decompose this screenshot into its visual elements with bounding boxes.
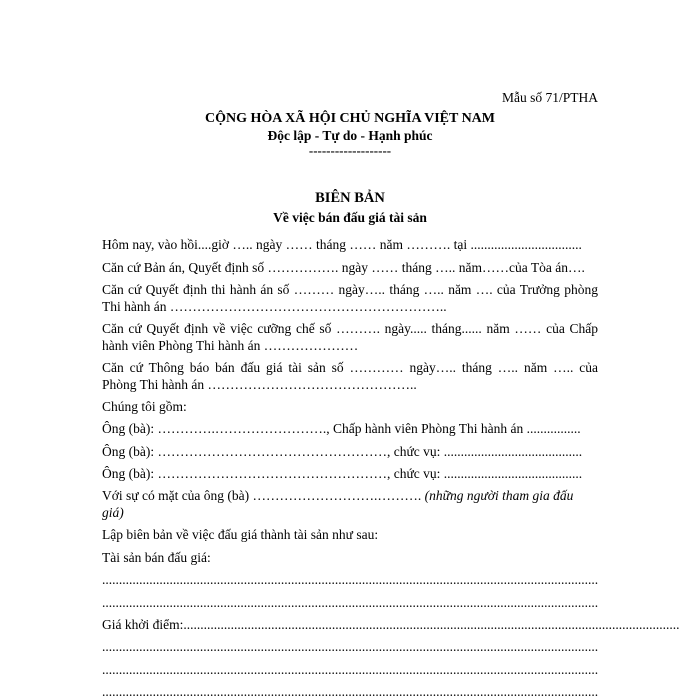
meeting-time-line: Hôm nay, vào hồi....giờ ….. ngày …… tháng …… năm ………. tại .................................: [102, 237, 582, 252]
presence-line-1: [102, 487, 598, 504]
enforcement-decision-line-2: Thi hành án ……………………………………………………..: [102, 299, 447, 314]
verdict-basis-line: Căn cứ Bản án, Quyết định số ……………. ngày …… tháng ….. năm……của Tòa án….: [102, 260, 585, 275]
attendee-line-1: Ông (bà): ………….……………………., Chấp hành viên Phòng Thi hành án ................: [102, 421, 581, 436]
presence-note: (những người tham gia đấu: [424, 488, 574, 503]
coercion-decision-line-1: Căn cứ Quyết định về việc cưỡng chế số ………. ngày..... tháng...... năm …… của Chấp: [102, 321, 598, 336]
document-title: BIÊN BẢN: [315, 190, 385, 206]
starting-price-label: Giá khởi điểm:: [102, 617, 184, 632]
presence-text: Với sự có mặt của ông (bà) ……………………….……….: [102, 488, 425, 503]
attendee-line-2: Ông (bà): ……………………………………………, chức vụ: .........................................: [102, 444, 583, 459]
dotted-fill-line: ...................................................................................................................................................: [102, 684, 599, 699]
presence-line-2: giá): [102, 505, 124, 520]
attendee-line-3: Ông (bà): ……………………………………………, chức vụ: .........................................: [102, 466, 583, 481]
dotted-fill-line: ...................................................................................................................................................: [102, 572, 599, 587]
coercion-decision-line-2: hành viên Phòng Thi hành án …………………: [102, 338, 359, 353]
auctioned-assets-label: Tài sản bán đấu giá:: [102, 550, 211, 565]
national-title: CỘNG HÒA XÃ HỘI CHỦ NGHĨA VIỆT NAM: [204, 111, 495, 126]
starting-price-line: [102, 616, 680, 633]
divider-rule: -------------------: [308, 143, 392, 158]
dotted-fill-line: ...................................................................................................................................................: [102, 662, 599, 677]
document-subtitle: Về việc bán đấu giá tài sản: [273, 210, 427, 225]
enforcement-decision-line-1: Căn cứ Quyết định thi hành án số ……… ngày….. tháng ….. năm …. của Trưởng phòng: [102, 282, 598, 297]
attendees-heading: Chúng tôi gồm:: [102, 399, 187, 414]
auction-notice-line-1: Căn cứ Thông báo bán đấu giá tài sản số ………… ngày….. tháng ….. năm ….. của: [102, 360, 598, 375]
minutes-statement: Lập biên bản về việc đấu giá thành tài sản như sau:: [102, 527, 379, 542]
dotted-fill-line: ...................................................................................................................................................: [102, 595, 599, 610]
dotted-fill: ...................................................................................................................................................: [183, 617, 680, 632]
motto: Độc lập - Tự do - Hạnh phúc: [267, 128, 433, 143]
dotted-fill-line: ...................................................................................................................................................: [102, 639, 599, 654]
auction-notice-line-2: Phòng Thi hành án ………………………………………..: [102, 377, 417, 392]
form-code: Mẫu số 71/PTHA: [501, 90, 598, 105]
